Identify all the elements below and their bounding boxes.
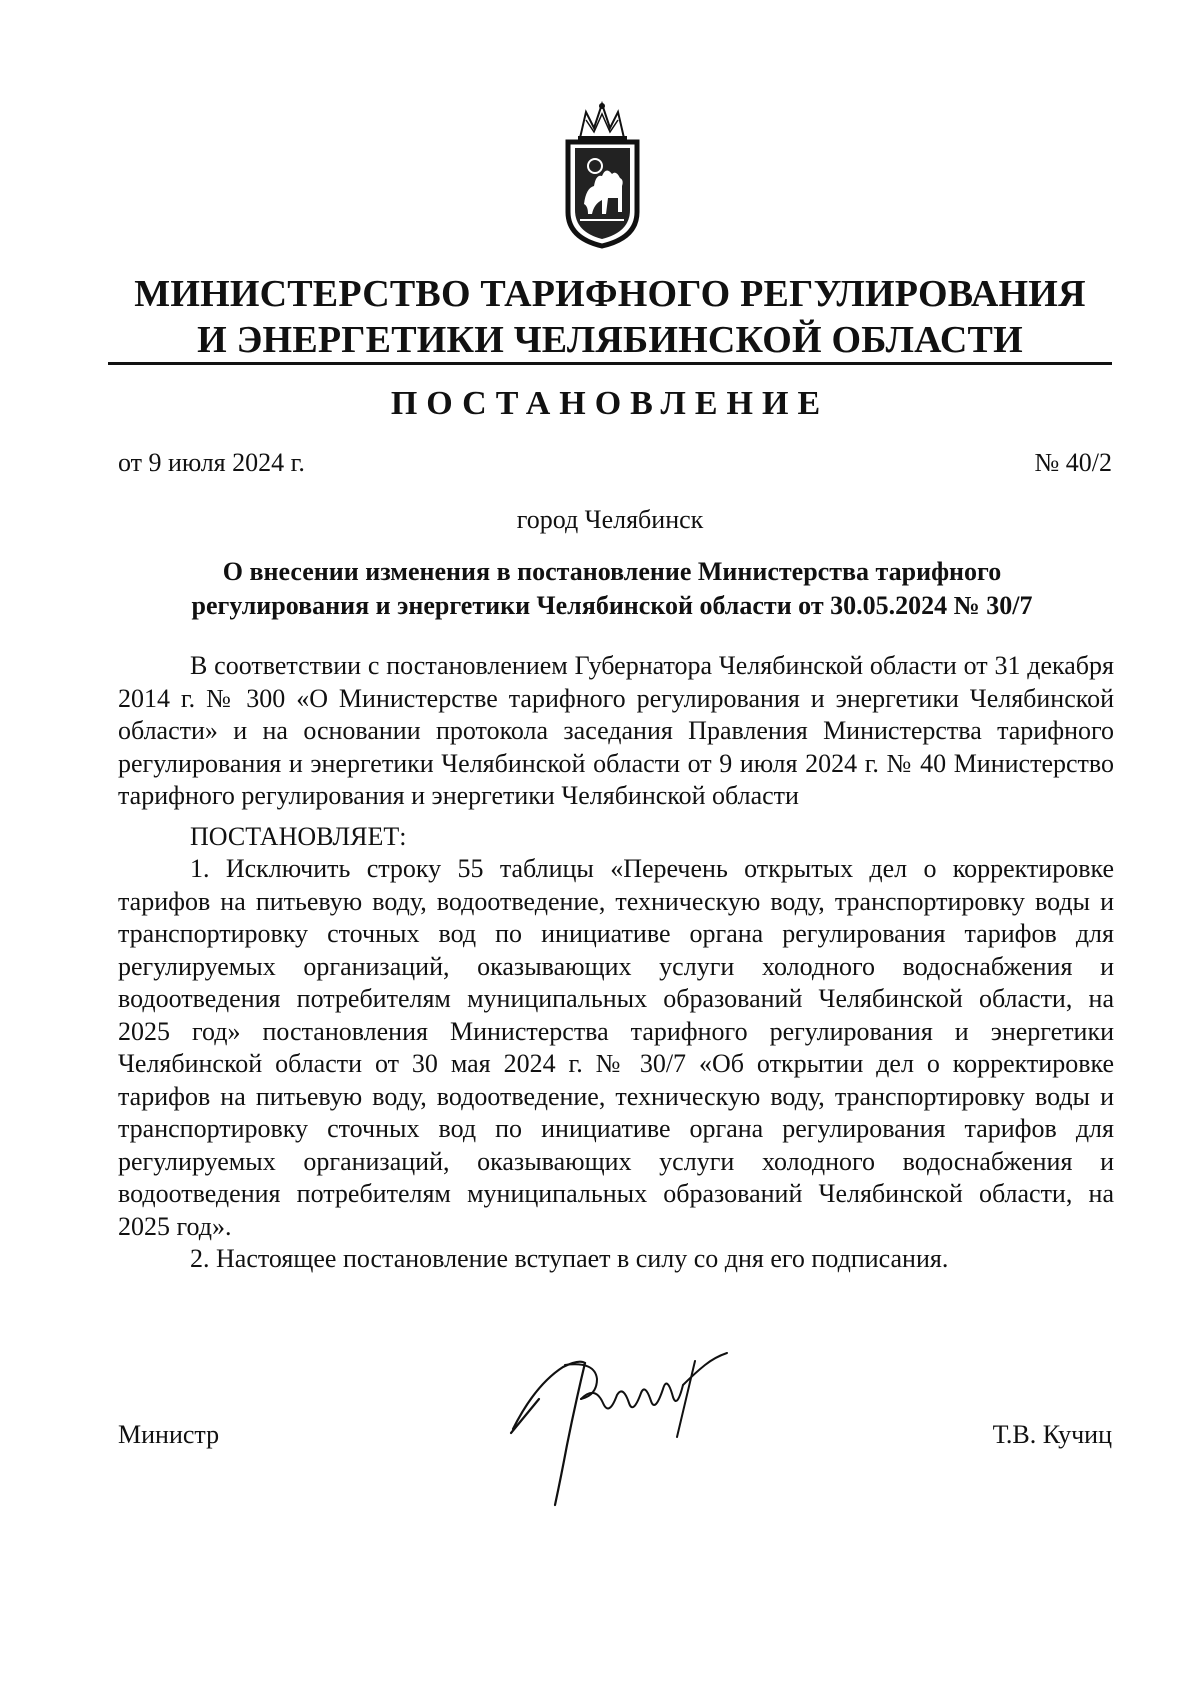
item-1-paragraph: 1. Исключить строку 55 таблицы «Перечень открытых дел о корректировке тарифов на питьевую воду, водоотведение, техническую воду, транспортировку воды и транспортировку сточных вод по инициативе органа регулирования тарифов для регулируемых организаций, оказывающих услуги холодного водоснабжения и водоотведения потребителям муниципальных образований Челябинской области, на 2025 год» постановления Министерства тарифного регулирования и энергетики Челябинской области от 30 мая 2024 г. № 30/7 «Об открытии дел о корректировке тарифов на питьевую воду, водоотведение, техническую воду, транспортировку воды и транспортировку сточных вод по инициативе органа регулирования тарифов для регулируемых организаций, оказывающих услуги холодного водоснабжения и водоотведения потребителям муниципальных образований Челябинской области, на 2025 год». [118,854,1114,1241]
document-body [118,650,1114,1276]
preamble-paragraph: В соответствии с постановлением Губернатора Челябинской области от 31 декабря 2014 г. № 300 «О Министерстве тарифного регулирования и энергетики Челябинской области» и на основании протокола заседания Правления Министерства тарифного регулирования и энергетики Челябинской области от 9 июля 2024 г. № 40 Министерство тарифного регулирования и энергетики Челябинской области [118,651,1114,810]
ministry-name-line1: МИНИСТЕРСТВО ТАРИФНОГО РЕГУЛИРОВАНИЯ [134,273,1086,315]
document-number: № 40/2 [1034,448,1112,477]
document-type: ПОСТАНОВЛЕНИЕ [390,385,830,422]
document-city: город Челябинск [516,505,704,534]
resolves-heading: ПОСТАНОВЛЯЕТ: [190,821,407,851]
header-divider [108,362,1112,365]
signatory-title: Министр [118,1420,220,1449]
coat-of-arms-icon [550,100,655,250]
ministry-name-line2: И ЭНЕРГЕТИКИ ЧЕЛЯБИНСКОЙ ОБЛАСТИ [197,319,1023,361]
document-subject: О внесении изменения в постановление Министерства тарифного регулирования и энергетики Челябинской области от 30.05.2024 № 30/7 [191,557,1033,620]
signatory-name: Т.В. Кучиц [992,1420,1112,1449]
document-date: от 9 июля 2024 г. [118,448,305,477]
item-2-paragraph: 2. Настоящее постановление вступает в силу со дня его подписания. [190,1244,949,1273]
handwritten-signature [505,1345,735,1515]
